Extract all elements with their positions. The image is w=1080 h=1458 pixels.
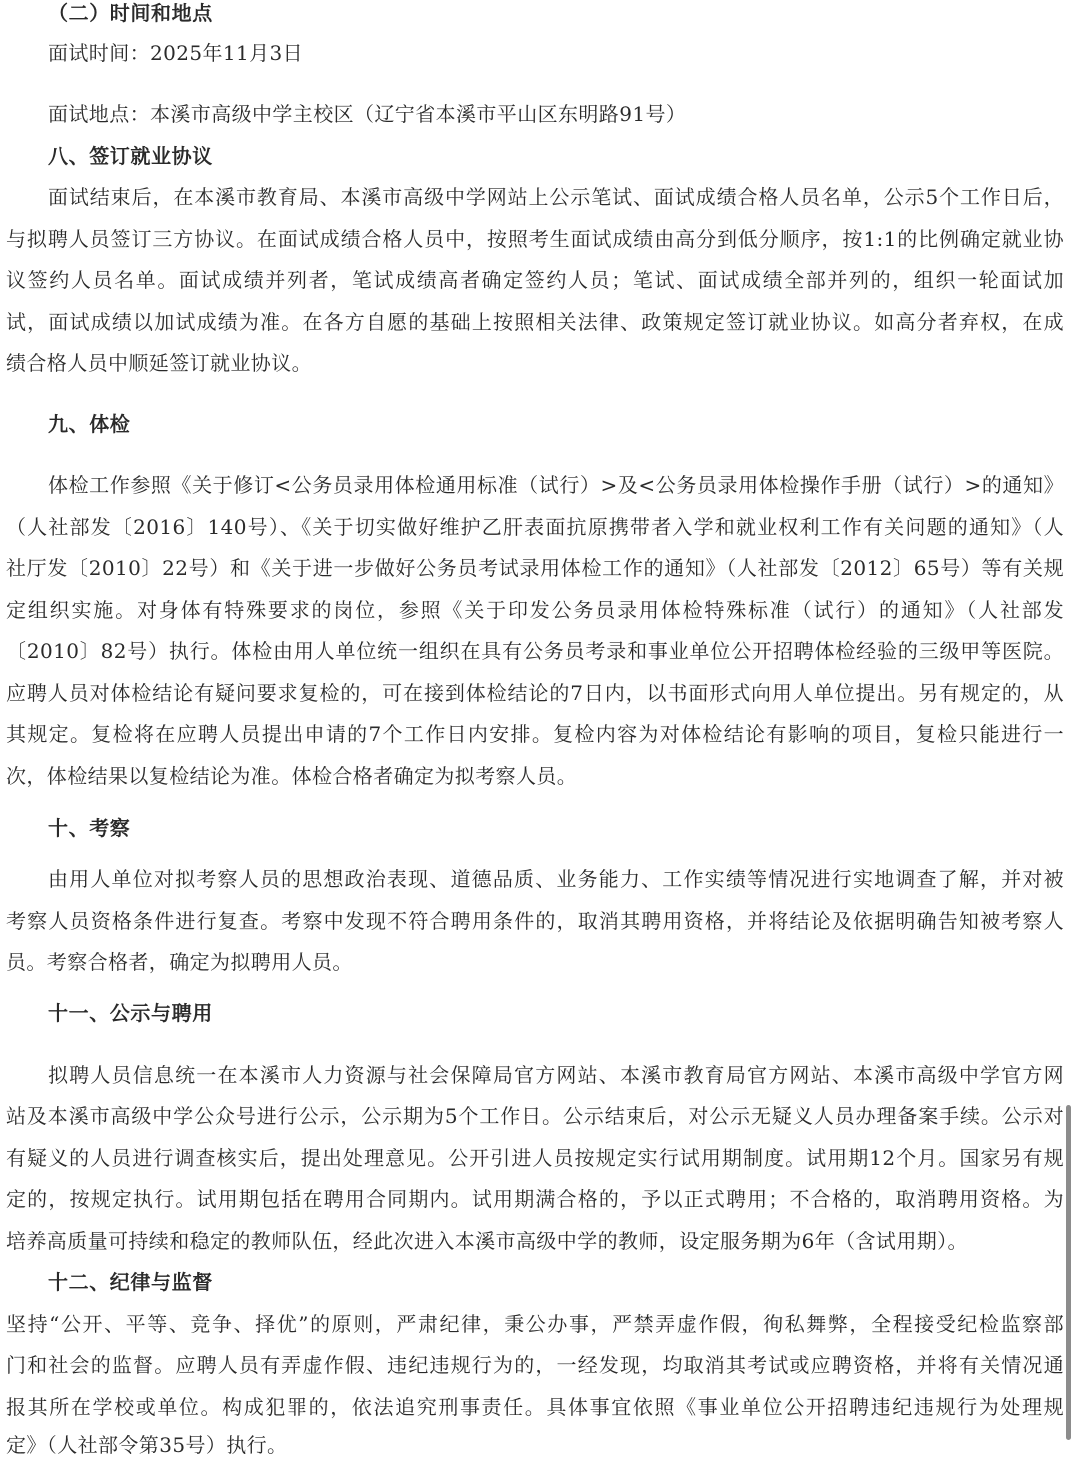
paragraph-line: 门和社会的监督。应聘人员有弄虚作假、违纪违规行为的，一经发现，均取消其考试或应聘资格，并将有关情况通 [6, 1353, 1064, 1377]
paragraph-line: 体检工作参照《关于修订<公务员录用体检通用标准（试行）>及<公务员录用体检操作手册（试行）>的通知》 [48, 473, 1064, 497]
paragraph-line: 绩合格人员中顺延签订就业协议。 [6, 351, 312, 375]
paragraph-line: 定的，按规定执行。试用期包括在聘用合同期内。试用期满合格的，予以正式聘用；不合格的，取消聘用资格。为 [6, 1187, 1064, 1211]
paragraph-line: 培养高质量可持续和稳定的教师队伍，经此次进入本溪市高级中学的教师，设定服务期为6年（含试用期）。 [6, 1229, 968, 1253]
vertical-scrollbar[interactable] [1066, 1105, 1071, 1440]
section-heading-8: 八、签订就业协议 [48, 144, 213, 168]
paragraph-line: 面试结束后，在本溪市教育局、本溪市高级中学网站上公示笔试、面试成绩合格人员名单，公示5个工作日后， [48, 185, 1064, 209]
paragraph-line: 定组织实施。对身体有特殊要求的岗位，参照《关于印发公务员录用体检特殊标准（试行）的通知》（人社部发 [6, 598, 1064, 622]
section-heading-12: 十二、纪律与监督 [48, 1270, 213, 1294]
section-heading-time-place: （二）时间和地点 [48, 1, 213, 25]
paragraph-line: 试，面试成绩以加试成绩为准。在各方自愿的基础上按照相关法律、政策规定签订就业协议。如高分者弃权，在成 [6, 310, 1064, 334]
paragraph-line: 议签约人员名单。面试成绩并列者，笔试成绩高者确定签约人员；笔试、面试成绩全部并列的，组织一轮面试加 [6, 268, 1064, 292]
section-heading-10: 十、考察 [48, 816, 131, 840]
paragraph-line: 员。考察合格者，确定为拟聘用人员。 [6, 950, 353, 974]
paragraph-line: 报其所在学校或单位。构成犯罪的，依法追究刑事责任。具体事宜依照《事业单位公开招聘违纪违规行为处理规 [6, 1395, 1064, 1419]
paragraph-line: 与拟聘人员签订三方协议。在面试成绩合格人员中，按照考生面试成绩由高分到低分顺序，按1:1的比例确定就业协 [6, 227, 1064, 251]
paragraph-line: 定》（人社部令第35号）执行。 [6, 1433, 288, 1457]
paragraph-line: 有疑义的人员进行调查核实后，提出处理意见。公开引进人员按规定实行试用期制度。试用期12个月。国家另有规 [6, 1146, 1064, 1170]
paragraph-line: 其规定。复检将在应聘人员提出申请的7个工作日内安排。复检内容为对体检结论有影响的项目，复检只能进行一 [6, 722, 1064, 746]
paragraph-line: 站及本溪市高级中学公众号进行公示，公示期为5个工作日。公示结束后，对公示无疑义人员办理备案手续。公示对 [6, 1104, 1064, 1128]
interview-time: 面试时间：2025年11月3日 [48, 41, 304, 65]
paragraph-line: 考察人员资格条件进行复查。考察中发现不符合聘用条件的，取消其聘用资格，并将结论及依据明确告知被考察人 [6, 909, 1064, 933]
interview-place: 面试地点：本溪市高级中学主校区（辽宁省本溪市平山区东明路91号） [48, 102, 687, 126]
section-heading-9: 九、体检 [48, 412, 131, 436]
paragraph-line: 拟聘人员信息统一在本溪市人力资源与社会保障局官方网站、本溪市教育局官方网站、本溪市高级中学官方网 [48, 1063, 1064, 1087]
paragraph-line: 社厅发〔2010〕22号）和《关于进一步做好公务员考试录用体检工作的通知》（人社部发〔2012〕65号）等有关规 [6, 556, 1064, 580]
paragraph-line: 坚持“公开、平等、竞争、择优”的原则，严肃纪律，秉公办事，严禁弄虚作假，徇私舞弊，全程接受纪检监察部 [6, 1312, 1064, 1336]
paragraph-line: 〔2010〕82号）执行。体检由用人单位统一组织在具有公务员考录和事业单位公开招聘体检经验的三级甲等医院。 [6, 639, 1064, 663]
section-heading-11: 十一、公示与聘用 [48, 1001, 213, 1025]
paragraph-line: 次，体检结果以复检结论为准。体检合格者确定为拟考察人员。 [6, 764, 578, 788]
paragraph-line: 由用人单位对拟考察人员的思想政治表现、道德品质、业务能力、工作实绩等情况进行实地调查了解，并对被 [48, 867, 1064, 891]
paragraph-line: 应聘人员对体检结论有疑问要求复检的，可在接到体检结论的7日内，以书面形式向用人单位提出。另有规定的，从 [6, 681, 1064, 705]
paragraph-line: （人社部发〔2016〕140号）、《关于切实做好维护乙肝表面抗原携带者入学和就业权利工作有关问题的通知》（人 [6, 515, 1064, 539]
